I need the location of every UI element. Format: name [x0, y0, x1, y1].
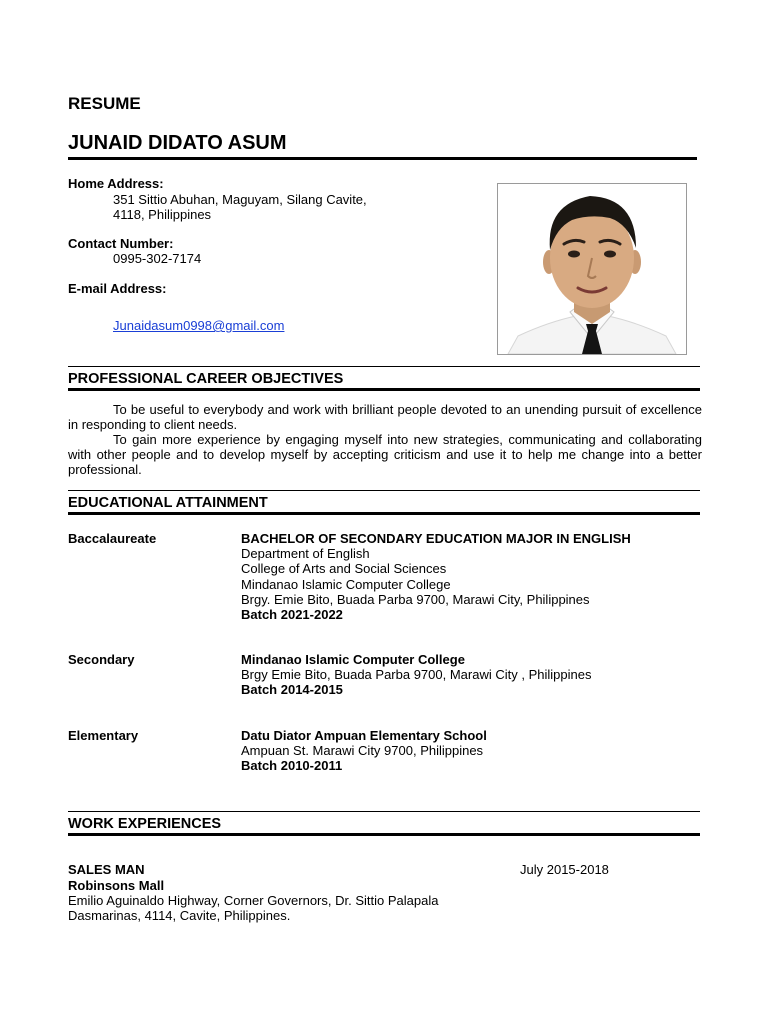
contact-number-label: Contact Number:	[68, 236, 174, 251]
employer-address-line2: Dasmarinas, 4114, Cavite, Philippines.	[68, 908, 291, 923]
batch: Batch 2010-2011	[241, 758, 343, 774]
job-dates: July 2015-2018	[520, 862, 609, 877]
department: Department of English	[241, 546, 370, 562]
education-level-baccalaureate: Baccalaureate	[68, 531, 157, 546]
contact-number: 0995-302-7174	[113, 251, 202, 266]
objectives-bottom-rule	[68, 388, 700, 391]
applicant-name: JUNAID DIDATO ASUM	[68, 132, 287, 154]
education-level-secondary: Secondary	[68, 652, 135, 667]
objective-paragraph-2	[68, 432, 702, 477]
college: College of Arts and Social Sciences	[241, 561, 447, 577]
school-address: Ampuan St. Marawi City 9700, Philippines	[241, 743, 484, 759]
education-level-elementary: Elementary	[68, 728, 139, 743]
degree-title: BACHELOR OF SECONDARY EDUCATION MAJOR IN ENGLISH	[241, 531, 631, 546]
document-title: RESUME	[68, 94, 141, 113]
email-link[interactable]: Junaidasum0998@gmail.com	[113, 318, 285, 333]
objective-text-2: To gain more experience by engaging myself into new strategies, communicating and collaborating with other people and to develop myself by accepting criticism and use it to help me change into a better professional.	[68, 432, 702, 477]
profile-photo-illustration	[498, 184, 686, 354]
work-heading: WORK EXPERIENCES	[68, 816, 222, 832]
work-bottom-rule	[68, 833, 700, 836]
objectives-heading: PROFESSIONAL CAREER OBJECTIVES	[68, 371, 344, 387]
email-label: E-mail Address:	[68, 281, 167, 296]
batch: Batch 2021-2022	[241, 607, 343, 623]
work-top-rule	[68, 811, 700, 812]
home-address-label: Home Address:	[68, 176, 164, 191]
education-bottom-rule	[68, 512, 700, 515]
objective-text-1: To be useful to everybody and work with brilliant people devoted to an unending pursuit of excellence in responding to client needs.	[68, 402, 702, 432]
name-divider	[68, 157, 697, 160]
school-address: Brgy. Emie Bito, Buada Parba 9700, Marawi City, Philippines	[241, 591, 590, 607]
objective-paragraph-1	[68, 402, 702, 432]
home-address-line2: 4118, Philippines	[113, 207, 212, 222]
education-entry-secondary	[241, 652, 591, 698]
batch: Batch 2014-2015	[241, 682, 343, 698]
profile-photo	[497, 183, 687, 355]
education-top-rule	[68, 490, 700, 491]
education-entry-elementary	[241, 728, 487, 774]
school-address: Brgy Emie Bito, Buada Parba 9700, Marawi City , Philippines	[241, 667, 592, 683]
home-address-line1: 351 Sittio Abuhan, Maguyam, Silang Cavite,	[113, 192, 367, 207]
objectives-top-rule	[68, 366, 700, 367]
employer-name: Robinsons Mall	[68, 878, 165, 893]
employer-address-line1: Emilio Aguinaldo Highway, Corner Governors, Dr. Sittio Palapala	[68, 893, 439, 908]
education-heading: EDUCATIONAL ATTAINMENT	[68, 495, 268, 511]
job-position: SALES MAN	[68, 862, 145, 877]
school-name: Mindanao Islamic Computer College	[241, 652, 465, 667]
school-name: Datu Diator Ampuan Elementary School	[241, 728, 487, 743]
school-name: Mindanao Islamic Computer College	[241, 576, 451, 592]
education-entry-baccalaureate	[241, 531, 631, 622]
